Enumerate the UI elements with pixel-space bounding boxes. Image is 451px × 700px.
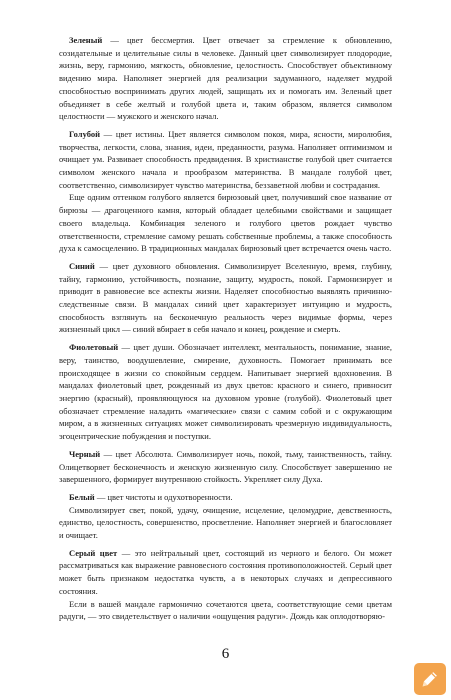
- term-green: Зеленый: [69, 35, 103, 45]
- paragraph-black: [59, 448, 392, 486]
- term-black: Черный: [69, 448, 101, 459]
- paragraph-black-text: — цвет Абсолюта. Символизирует ночь, покой, тьму, таинственность, тайну. Олицетворяет бесконечность и женскую жизненную силу. Способствует завершению не завершенного, формирует внутреннюю стойкость. Укрепляет силу Духа.: [59, 448, 392, 485]
- paragraph-white-details: [59, 504, 392, 542]
- page-number: 6: [221, 646, 230, 662]
- paragraph-gray-text: — это нейтральный цвет, состоящий из черного и белого. Он может рассматриваться как выражение равновесного состояния противоположностей. Серый цвет может быть признаком недостатка чувств, а в некоторых случаях и депрессивного состояния.: [59, 547, 392, 596]
- term-white: Белый: [69, 491, 95, 502]
- paragraph-blue: [59, 260, 392, 336]
- paragraph-green: [59, 34, 392, 123]
- term-gray: Серый цвет: [69, 547, 118, 558]
- paragraph-violet: [59, 341, 392, 443]
- paragraph-rainbow: [59, 598, 392, 623]
- term-violet: Фиолетовый: [69, 342, 119, 353]
- paragraph-light-blue: [59, 128, 392, 192]
- paragraph-light-blue-text: — цвет истины. Цвет является символом покоя, мира, ясности, миролюбия, творчества, легкости, слова, знания, идеи, преданности, разума. Наполняет оптимизмом и очищает ум. Развивает способность предвидения. В христианстве голубой цвет считается символом женского начала и прообразом материнства. В мандале голубой цвет, соответственно, символизирует чувство материнства, беззаветной любви и сострадания.: [59, 128, 392, 190]
- term-blue: Синий: [69, 260, 95, 271]
- paragraph-green-text: — цвет бессмертия. Цвет отвечает за стремление к обновлению, созидательные и целительные силы в человеке. Данный цвет символизирует плодородие, жизнь, веру, гармонию, мягкость, обновление, целостность. Способствует объективному видению мира. Наполняет энергией для реализации задуманного, наделяет мудрой способностью воспринимать других людей, защищать их и помогать им. Зеленый цвет объединяет в себе желтый и голубой цвета и, таким образом, является символом целостности — мужского и женского начал.: [59, 35, 392, 122]
- paragraph-gray: [59, 547, 392, 598]
- paragraph-rainbow-text: Если в вашей мандале гармонично сочетаются цвета, соответствующие семи цветам радуги, — это свидетельствует о наличии «ощущения радуги». Дождь как оплодотворяю-: [59, 598, 392, 622]
- term-light-blue: Голубой: [69, 128, 100, 139]
- paragraph-blue-text: — цвет духовного обновления. Символизирует Вселенную, время, глубину, тайну, гармонию, устойчивость, познание, защиту, мудрость, покой. Гармонизирует и приводит в равновесие все аспекты жизни. Наделяет способностью выявлять причинно-следственные связи. В мандалах синий цвет характеризует интуицию и мудрость, способность взглянуть на бесконечную реальность через видимые формы, через жизненный цикл — синий вбирает в себя начало и конец, рождение и смерть.: [59, 260, 392, 335]
- page-text: [59, 34, 392, 623]
- paragraph-turquoise-text: Еще одним оттенком голубого является бирюзовый цвет, получивший свое название от бирюзы — драгоценного камня, который обладает целебными свойствами и защищает своего владельца. Комбинация зеленого и голубого цветов рождает чувство ответственности, стремление самому решать собственные проблемы, а также способность духа к самосцелению. В традиционных мандалах бирюзовый цвет встречается очень часто.: [59, 192, 392, 254]
- paragraph-white-details-text: Символизирует свет, покой, удачу, очищение, исцеление, целомудрие, девственность, единство, целостность, совершенство, просветление. Наполняет энергией и благословляет и очищает.: [59, 504, 392, 541]
- corner-badge[interactable]: [414, 663, 446, 695]
- paragraph-white-text: — цвет чистоты и одухотворенности.: [94, 491, 233, 502]
- paragraph-turquoise: [59, 191, 392, 255]
- paragraph-violet-text: — цвет души. Обозначает интеллект, ментальность, понимание, знание, веру, таинство, воодушевление, смирение, духовность. Помогает принимать все происходящее в жизни со спокойным сердцем. Напитывает энергией вдохновения. В мандалах фиолетовый цвет, рожденный из двух цветов: красного и синего, привносит энергию (красный), проявляющуюся на духовном уровне (голубой). Фиолетовый цвет обозначает стремление наладить «магические» связи с самим собой и с окружающим миром, а в жизненных ситуациях может символизировать чрезмерную индивидуальность, эгоцентрические побуждения и поступки.: [59, 342, 392, 442]
- pencil-icon: [419, 668, 441, 690]
- paragraph-white: [59, 491, 392, 504]
